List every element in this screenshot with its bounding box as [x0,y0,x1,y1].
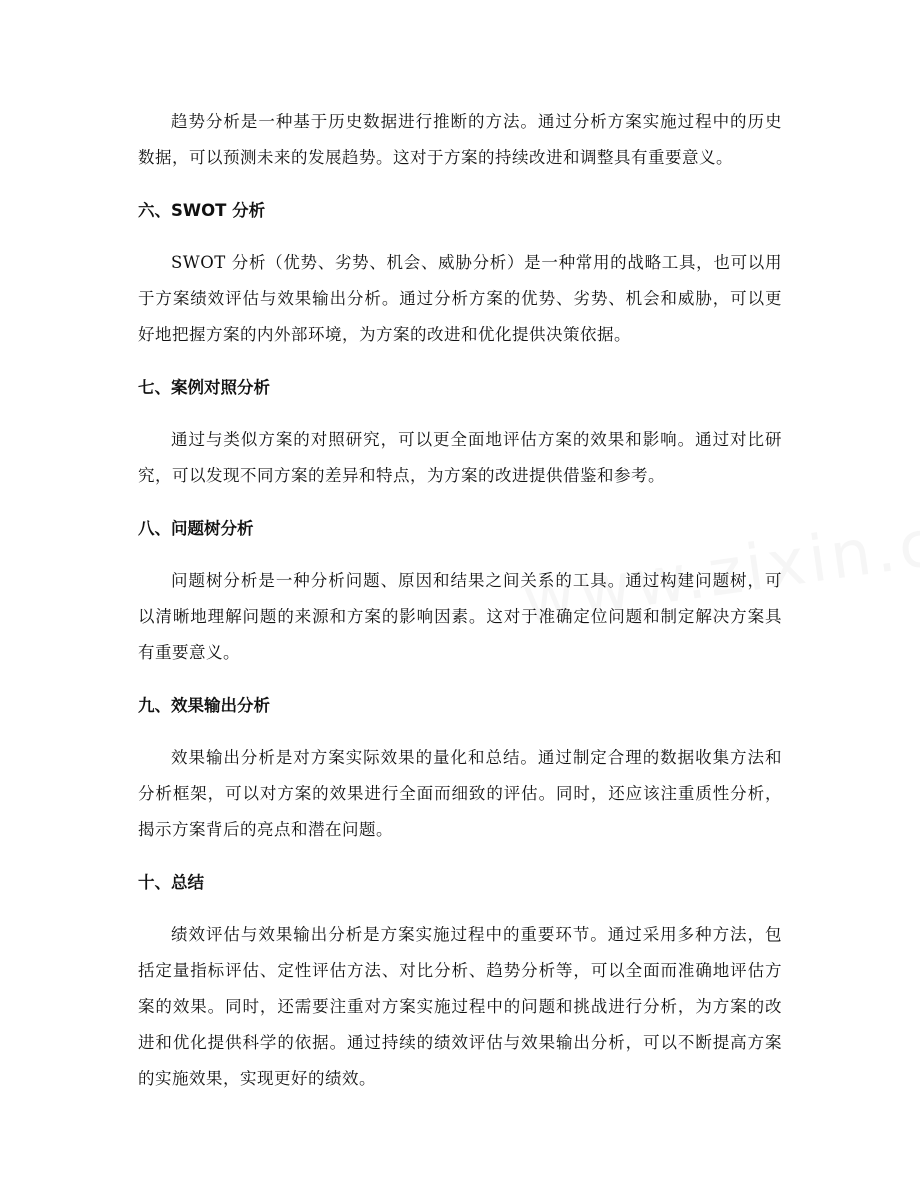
paragraph-effect-output: 效果输出分析是对方案实际效果的量化和总结。通过制定合理的数据收集方法和分析框架，可以对方案的效果进行全面而细致的评估。同时，还应该注重质性分析，揭示方案背后的亮点和潜在问题。 [138,748,782,839]
paragraph-summary: 绩效评估与效果输出分析是方案实施过程中的重要环节。通过采用多种方法，包括定量指标评估、定性评估方法、对比分析、趋势分析等，可以全面而准确地评估方案的效果。同时，还需要注重对方案实施过程中的问题和挑战进行分析，为方案的改进和优化提供科学的依据。通过持续的绩效评估与效果输出分析，可以不断提高方案的实施效果，实现更好的绩效。 [138,925,782,1088]
paragraph-trend-analysis: 趋势分析是一种基于历史数据进行推断的方法。通过分析方案实施过程中的历史数据，可以预测未来的发展趋势。这对于方案的持续改进和调整具有重要意义。 [138,112,782,167]
paragraph-problem-tree: 问题树分析是一种分析问题、原因和结果之间关系的工具。通过构建问题树，可以清晰地理解问题的来源和方案的影响因素。这对于准确定位问题和制定解决方案具有重要意义。 [138,571,782,662]
heading-problem-tree: 八、问题树分析 [138,519,254,538]
paragraph-swot-analysis: SWOT 分析（优势、劣势、机会、威胁分析）是一种常用的战略工具，也可以用于方案绩效评估与效果输出分析。通过分析方案的优势、劣势、机会和威胁，可以更好地把握方案的内外部环境，为方案的改进和优化提供决策依据。 [138,253,782,344]
heading-summary: 十、总结 [138,873,204,892]
heading-case-comparison: 七、案例对照分析 [138,378,270,397]
paragraph-case-comparison: 通过与类似方案的对照研究，可以更全面地评估方案的效果和影响。通过对比研究，可以发现不同方案的差异和特点，为方案的改进提供借鉴和参考。 [138,430,782,485]
heading-swot-analysis: 六、SWOT 分析 [138,201,266,220]
heading-effect-output: 九、效果输出分析 [138,696,270,715]
